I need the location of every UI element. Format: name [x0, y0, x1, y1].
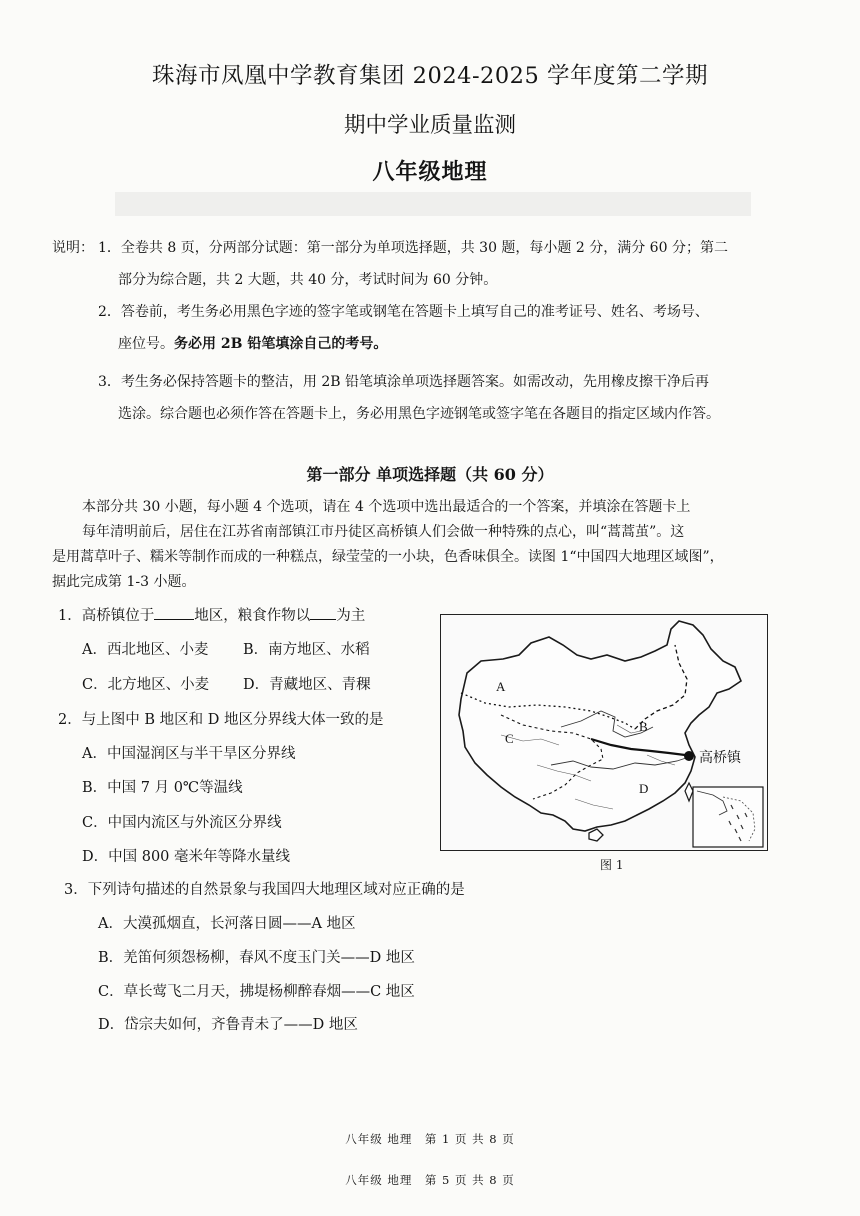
- page-footer-2: 八年级 地理 第 5 页 共 8 页: [345, 1173, 515, 1187]
- passage-line2: 是用蒿草叶子、糯米等制作而成的一种糕点，绿莹莹的一小块，色香味俱全。读图 1“中国四大地理区域图”，: [52, 549, 724, 565]
- q2-option-a: A．中国湿润区与半干旱区分界线: [82, 746, 296, 762]
- q1-part1: 1．高桥镇位于: [58, 608, 155, 624]
- page-footer-1: 八年级 地理 第 1 页 共 8 页: [345, 1132, 515, 1146]
- q3-option-a: A．大漠孤烟直，长河落日圆——A 地区: [98, 916, 356, 932]
- instruction-2-line1: 2．答卷前，考生务必用黑色字迹的签字笔或钢笔在答题卡上填写自己的准考证号、姓名、考场号、: [98, 304, 709, 320]
- china-regions-map: [440, 614, 768, 851]
- q1-part2: 地区，粮食作物以: [194, 608, 311, 624]
- instruction-1-line2: 部分为综合题，共 2 大题，共 40 分，考试时间为 60 分钟。: [118, 272, 498, 288]
- q1-blank-1: [154, 605, 194, 620]
- map-label-b: B: [639, 719, 648, 734]
- q1-blank-2: [310, 605, 336, 620]
- q3-option-d: D．岱宗夫如何，齐鲁青未了——D 地区: [98, 1017, 358, 1033]
- map-svg: [441, 615, 766, 849]
- taiwan-island: [685, 783, 693, 801]
- question-1-stem: [58, 604, 365, 625]
- grey-band: [115, 192, 751, 216]
- south-sea-inset: [693, 787, 763, 847]
- instructions-prefix: 说明：: [52, 240, 94, 256]
- exam-title-line1: 珠海市凤凰中学教育集团 2024-2025 学年度第二学期: [152, 63, 708, 89]
- question-3-stem: 3．下列诗句描述的自然景象与我国四大地理区域对应正确的是: [64, 882, 465, 898]
- map-label-c: C: [505, 731, 514, 746]
- gaoqiao-town-dot: [684, 751, 694, 761]
- figure-caption: 图 1: [600, 858, 624, 872]
- q1-option-a: A．西北地区、小麦: [82, 642, 209, 658]
- q3-option-b: B．羌笛何须怨杨柳，春风不度玉门关——D 地区: [98, 950, 415, 966]
- map-label-a: A: [496, 679, 506, 694]
- q1-option-b: B．南方地区、水稻: [243, 642, 370, 658]
- instruction-1-line1: 1．全卷共 8 页，分两部分试题：第一部分为单项选择题，共 30 题，每小题 2 分，满分 60 分；第二: [98, 240, 728, 256]
- q3-option-c: C．草长莺飞二月天，拂堤杨柳醉春烟——C 地区: [98, 984, 415, 1000]
- hainan-island: [589, 829, 603, 841]
- q2-option-d: D．中国 800 毫米年等降水量线: [82, 849, 291, 865]
- passage-line3: 据此完成第 1-3 小题。: [52, 574, 196, 590]
- instruction-2-plain: 座位号。: [118, 336, 174, 352]
- instruction-3-line1: 3．考生务必保持答题卡的整洁，用 2B 铅笔填涂单项选择题答案。如需改动，先用橡皮擦干净后再: [98, 374, 710, 390]
- instruction-3-line2: 选涂。综合题也必须作答在答题卡上，务必用黑色字迹钢笔或签字笔在各题目的指定区域内作答。: [118, 406, 720, 422]
- exam-title-line2: 期中学业质量监测: [343, 113, 516, 138]
- section1-intro: 本部分共 30 小题，每小题 4 个选项，请在 4 个选项中选出最适合的一个答案，并填涂在答题卡上: [82, 499, 691, 515]
- q2-option-b: B．中国 7 月 0℃等温线: [82, 780, 243, 796]
- q2-option-c: C．中国内流区与外流区分界线: [82, 815, 282, 831]
- instruction-2-line2: [118, 334, 387, 354]
- q1-option-d: D．青藏地区、青稞: [243, 677, 371, 693]
- gaoqiao-town-label: 高桥镇: [699, 750, 741, 766]
- q1-part3: 为主: [336, 608, 366, 624]
- instruction-2-bold: 务必用 2B 铅笔填涂自己的考号。: [174, 336, 388, 352]
- passage-line1: 每年清明前后，居住在江苏省南部镇江市丹徒区高桥镇人们会做一种特殊的点心，叫“蒿蒿茧”。这: [82, 524, 685, 540]
- q1-option-c: C．北方地区、小麦: [82, 677, 210, 693]
- question-2-stem: 2．与上图中 B 地区和 D 地区分界线大体一致的是: [58, 712, 384, 728]
- section1-title: 第一部分 单项选择题（共 60 分）: [306, 465, 554, 484]
- map-label-d: D: [639, 781, 649, 796]
- exam-subject: 八年级地理: [372, 159, 488, 185]
